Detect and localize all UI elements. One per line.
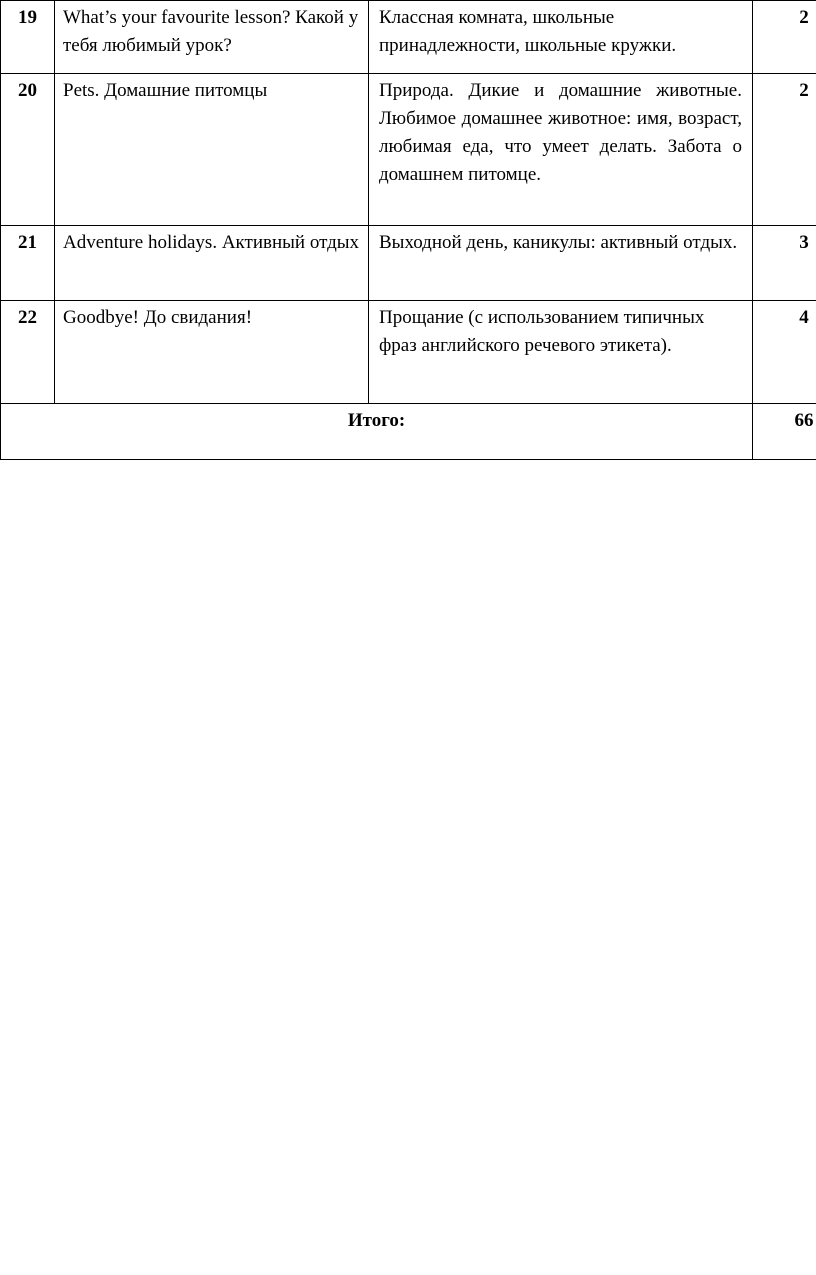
lesson-hours: 2 <box>753 74 816 226</box>
lesson-number: 19 <box>1 1 55 74</box>
lesson-content: Классная комната, школьные принадлежности, школьные кружки. <box>369 1 753 74</box>
table-row <box>1 1 816 74</box>
total-row <box>1 404 816 460</box>
lesson-hours: 2 <box>753 1 816 74</box>
lesson-topic: Goodbye! До свидания! <box>55 301 369 404</box>
table-row <box>1 226 816 301</box>
lesson-topic: What’s your favourite lesson? Какой у тебя любимый урок? <box>55 1 369 74</box>
total-label: Итого: <box>1 404 753 460</box>
total-hours: 66 <box>753 404 816 460</box>
lesson-topic: Pets. Домашние питомцы <box>55 74 369 226</box>
table-row <box>1 74 816 226</box>
lesson-content: Выходной день, каникулы: активный отдых. <box>369 226 753 301</box>
lesson-hours: 4 <box>753 301 816 404</box>
lesson-topic: Adventure holidays. Активный отдых <box>55 226 369 301</box>
lesson-number: 20 <box>1 74 55 226</box>
curriculum-table <box>0 0 816 460</box>
lesson-content: Природа. Дикие и домашние животные. Любимое домашнее животное: имя, возраст, любимая еда, что умеет делать. Забота о домашнем питомце. <box>369 74 753 226</box>
lesson-content: Прощание (с использованием типичных фраз английского речевого этикета). <box>369 301 753 404</box>
lesson-hours: 3 <box>753 226 816 301</box>
lesson-number: 22 <box>1 301 55 404</box>
table-row <box>1 301 816 404</box>
lesson-number: 21 <box>1 226 55 301</box>
